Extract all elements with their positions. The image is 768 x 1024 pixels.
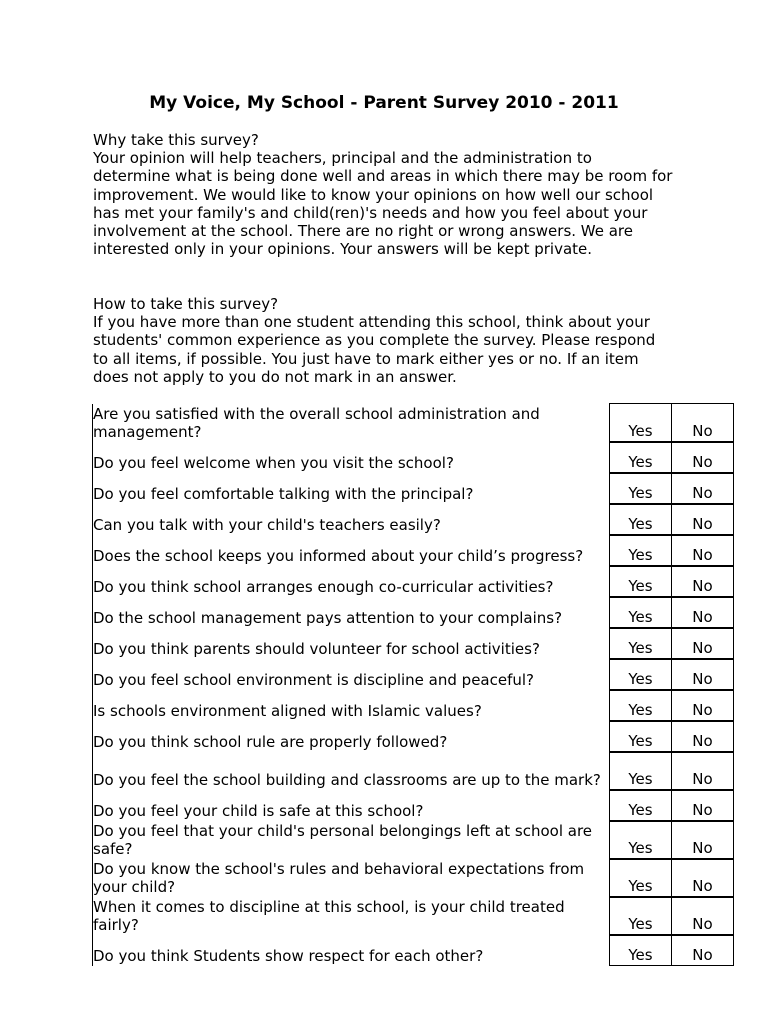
survey-row [93,504,734,535]
survey-row [93,659,734,690]
yes-option[interactable]: Yes [610,473,672,504]
survey-row [93,597,734,628]
no-option[interactable]: No [672,597,734,628]
yes-option[interactable]: Yes [610,442,672,473]
no-option[interactable]: No [672,628,734,659]
howto-heading: How to take this survey? [93,295,279,313]
yes-option[interactable]: Yes [610,752,672,790]
survey-row [93,473,734,504]
no-option[interactable]: No [672,752,734,790]
survey-row [93,790,734,821]
question-text: Do you feel welcome when you visit the school? [93,442,610,473]
question-text: Do you think parents should volunteer for school activities? [93,628,610,659]
no-option[interactable]: No [672,442,734,473]
yes-option[interactable]: Yes [610,897,672,935]
no-option[interactable]: No [672,473,734,504]
yes-option[interactable]: Yes [610,821,672,859]
survey-row [93,752,734,790]
intro-heading: Why take this survey? [93,131,259,149]
no-option[interactable]: No [672,404,734,442]
question-text: Does the school keeps you informed about your child’s progress? [93,535,610,566]
yes-option[interactable]: Yes [610,721,672,752]
no-option[interactable]: No [672,566,734,597]
intro-section [93,131,673,258]
survey-row [93,897,734,935]
no-option[interactable]: No [672,859,734,897]
intro-body: Your opinion will help teachers, principal and the administration to determine what is being done well and areas in which there may be room for improvement. We would like to know your opinions on how well our school has met your family's and child(ren)'s needs and how you feel about your involvement at the school. There are no right or wrong answers. We are interested only in your opinions. Your answers will be kept private. [93,149,673,259]
yes-option[interactable]: Yes [610,504,672,535]
no-option[interactable]: No [672,659,734,690]
no-option[interactable]: No [672,821,734,859]
question-text: Are you satisfied with the overall school administration and management? [93,404,610,442]
no-option[interactable]: No [672,721,734,752]
no-option[interactable]: No [672,897,734,935]
no-option[interactable]: No [672,504,734,535]
question-text: Do you think school rule are properly followed? [93,721,610,752]
yes-option[interactable]: Yes [610,628,672,659]
no-option[interactable]: No [672,935,734,966]
yes-option[interactable]: Yes [610,566,672,597]
question-text: Do you feel school environment is discipline and peaceful? [93,659,610,690]
yes-option[interactable]: Yes [610,935,672,966]
yes-option[interactable]: Yes [610,535,672,566]
question-text: When it comes to discipline at this school, is your child treated fairly? [93,897,610,935]
yes-option[interactable]: Yes [610,790,672,821]
question-text: Do you think Students show respect for each other? [93,935,610,966]
yes-option[interactable]: Yes [610,659,672,690]
question-text: Do you feel comfortable talking with the principal? [93,473,610,504]
survey-row [93,628,734,659]
no-option[interactable]: No [672,790,734,821]
howto-section [93,295,673,386]
no-option[interactable]: No [672,690,734,721]
survey-row [93,442,734,473]
howto-body: If you have more than one student attending this school, think about your students' common experience as you complete the survey. Please respond to all items, if possible. You just have to mark either yes or no. If an item does not apply to you do not mark in an answer. [93,313,656,386]
question-text: Do you feel your child is safe at this school? [93,790,610,821]
question-text: Do you know the school's rules and behavioral expectations from your child? [93,859,610,897]
survey-table [92,403,734,966]
yes-option[interactable]: Yes [610,859,672,897]
survey-row [93,859,734,897]
survey-row [93,566,734,597]
no-option[interactable]: No [672,535,734,566]
question-text: Do you feel that your child's personal belongings left at school are safe? [93,821,610,859]
survey-row [93,935,734,966]
yes-option[interactable]: Yes [610,404,672,442]
question-text: Do you feel the school building and classrooms are up to the mark? [93,752,610,790]
question-text: Is schools environment aligned with Islamic values? [93,690,610,721]
survey-row [93,821,734,859]
survey-row [93,690,734,721]
survey-row [93,721,734,752]
question-text: Do you think school arranges enough co-curricular activities? [93,566,610,597]
survey-row [93,404,734,442]
question-text: Can you talk with your child's teachers easily? [93,504,610,535]
yes-option[interactable]: Yes [610,690,672,721]
page-title: My Voice, My School - Parent Survey 2010 - 2011 [149,93,619,113]
survey-row [93,535,734,566]
yes-option[interactable]: Yes [610,597,672,628]
question-text: Do the school management pays attention to your complains? [93,597,610,628]
